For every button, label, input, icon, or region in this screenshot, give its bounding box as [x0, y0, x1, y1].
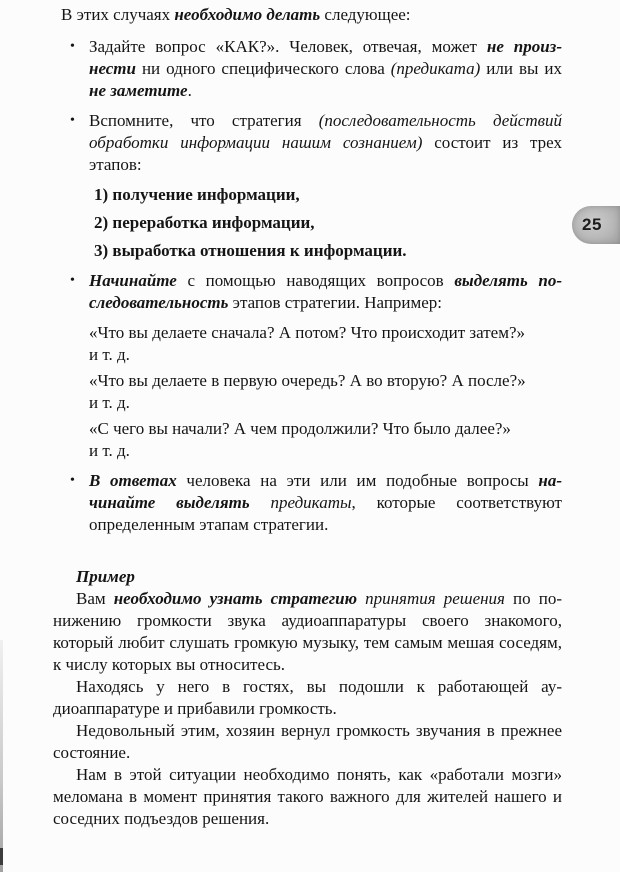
text-segment: принятия решения — [365, 589, 505, 608]
intro-line — [53, 4, 562, 26]
text-segment: начинайте выделять — [89, 471, 562, 512]
numbered-item-2 — [53, 212, 562, 234]
etc-line — [53, 440, 562, 462]
text-segment: 3) выработка отношения к информации. — [94, 241, 407, 260]
text-segment: Вам — [76, 589, 114, 608]
text-segment: не произнести — [89, 37, 562, 78]
text-segment: Вспомните, что стратегия — [89, 111, 319, 130]
scan-artifact — [0, 848, 3, 865]
page-content — [53, 4, 562, 830]
etc-line — [53, 392, 562, 414]
text-segment: В этих случаях — [61, 5, 175, 24]
question-line — [53, 418, 562, 440]
text-segment: ни одного специфического слова — [135, 59, 391, 78]
question-line — [53, 370, 562, 392]
text-segment: состоит из трех этапов: — [89, 133, 562, 174]
question-line — [53, 322, 562, 344]
example-paragraph — [53, 676, 562, 720]
text-segment: и т. д. — [89, 441, 130, 460]
text-segment: (предиката) — [390, 59, 481, 78]
text-segment: «Что вы делаете сначала? А потом? Что происходит затем?» — [89, 323, 526, 342]
bullet-ask-how — [53, 36, 562, 102]
example-heading — [53, 566, 562, 588]
text-segment — [250, 493, 271, 512]
scan-artifact — [0, 640, 3, 872]
numbered-item-3 — [53, 240, 562, 262]
text-segment: человека на эти или им подобные вопросы — [176, 471, 539, 490]
text-segment — [357, 589, 365, 608]
text-segment: необходимо узнать стратегию — [113, 589, 358, 608]
bullet-icon: • — [70, 113, 75, 128]
text-segment: следующее: — [320, 5, 411, 24]
page-number: 25 — [582, 215, 602, 234]
page-number-tab — [572, 206, 620, 244]
text-segment: . — [187, 81, 192, 100]
text-segment: Недовольный этим, хозяин вернул громкость звучания в прежнее состояние. — [53, 721, 562, 762]
bullet-icon: • — [70, 39, 75, 54]
text-segment: с помощью наводящих вопросов — [176, 271, 455, 290]
numbered-item-1 — [53, 184, 562, 206]
example-paragraph — [53, 720, 562, 764]
text-segment: выделять последовательность — [89, 271, 562, 312]
text-segment: Находясь у него в гостях, вы подошли к работающей аудиоаппаратуре и прибавили громкость. — [53, 677, 562, 718]
text-segment: «С чего вы начали? А чем продолжили? Что было далее?» — [89, 419, 511, 438]
example-paragraph — [53, 764, 562, 830]
text-segment: по понижению громкости звука аудиоаппаратуры своего знакомого, который любит слушать громкую музыку, тем самым мешая соседям, к числу которых вы относитесь. — [53, 589, 562, 674]
text-segment: 1) получение информации, — [94, 185, 300, 204]
text-segment: этапов стратегии. Например: — [228, 293, 443, 312]
bullet-answers-predicates — [53, 470, 562, 536]
bullet-icon: • — [70, 473, 75, 488]
text-segment: предикаты — [270, 493, 352, 512]
text-segment: «Что вы делаете в первую очередь? А во вторую? А после?» — [89, 371, 526, 390]
text-segment: , которые соответствуют определенным этапам стратегии. — [89, 493, 562, 534]
text-segment: Задайте вопрос «КАК?». Человек, отвечая, может — [89, 37, 487, 56]
bullet-strategy-stages — [53, 110, 562, 176]
example-paragraph — [53, 588, 562, 676]
text-segment: или вы их — [480, 59, 562, 78]
text-segment: и т. д. — [89, 345, 130, 364]
bullet-leading-questions — [53, 270, 562, 314]
text-segment: необходимо делать — [174, 5, 321, 24]
text-segment: и т. д. — [89, 393, 130, 412]
text-segment: не заметите — [89, 81, 188, 100]
etc-line — [53, 344, 562, 366]
text-segment: Начинайте — [89, 271, 177, 290]
bullet-icon: • — [70, 273, 75, 288]
text-segment: Нам в этой ситуации необходимо понять, как «работали мозги» меломана в момент принятия такого важного для жителей нашего и соседних подъездов решения. — [53, 765, 562, 828]
text-segment: (последовательность действий обработки информации нашим сознанием) — [89, 111, 562, 152]
text-segment: Пример — [76, 567, 135, 586]
text-segment: В ответах — [89, 471, 177, 490]
text-segment: 2) переработка информации, — [94, 213, 315, 232]
